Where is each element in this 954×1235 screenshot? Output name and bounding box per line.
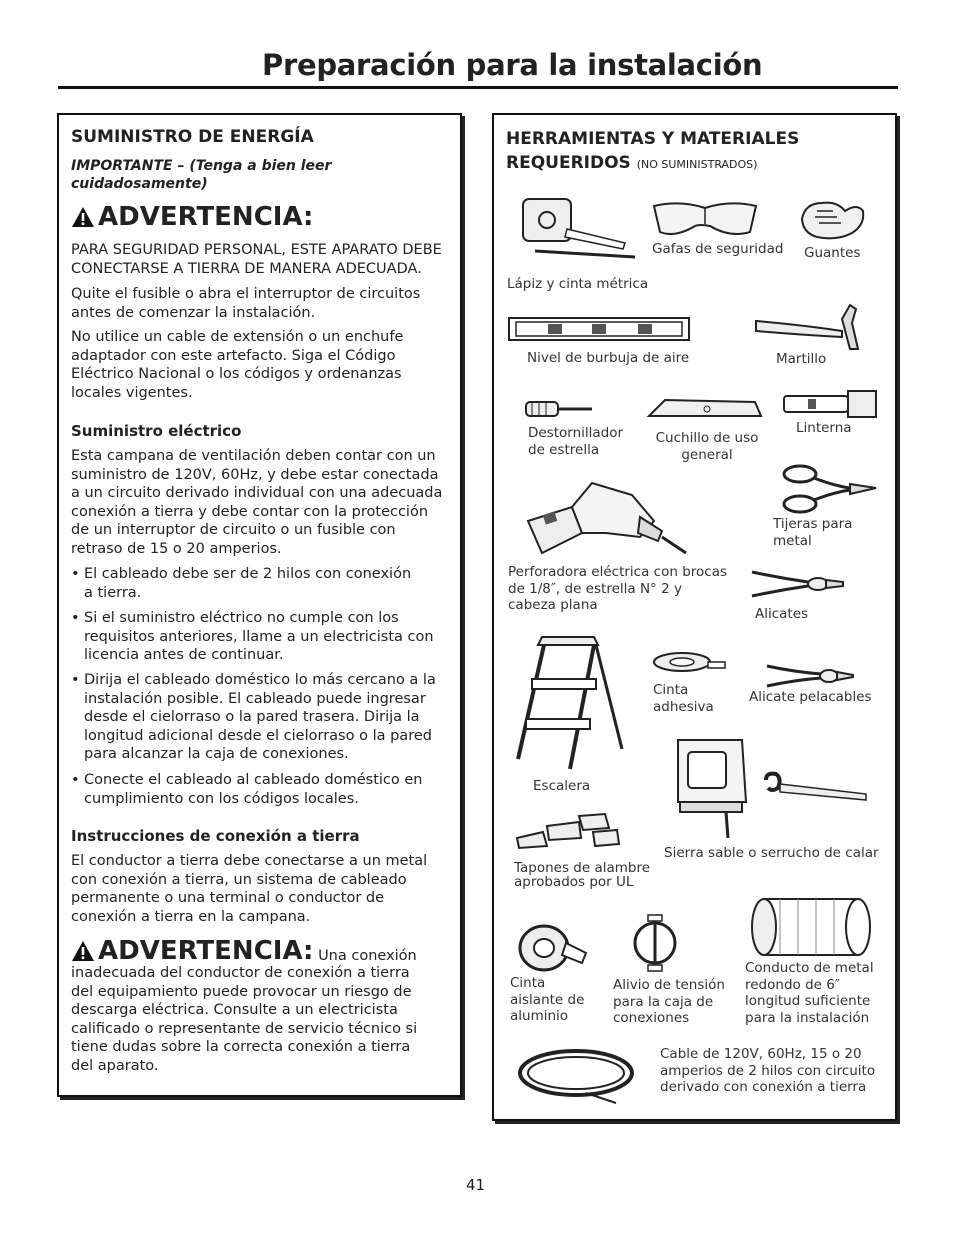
warning-1-title: ADVERTENCIA: [98,202,314,232]
electric-supply-subheading: Suministro eléctrico [71,422,242,440]
tools-heading-note: (NO SUMINISTRADOS) [636,158,758,171]
label-goggles: Gafas de seguridad [652,241,784,257]
warning-2 [71,935,449,966]
page-title: Preparación para la instalación [262,48,763,82]
title-rule [58,86,898,89]
label-pencil-tape: Lápiz y cinta métrica [507,276,649,292]
flashlight-icon [782,389,880,419]
level-icon [508,316,690,342]
fuse-paragraph: Quite el fusible o abra el interruptor de circuitos antes de comenzar la instalación. [71,286,421,321]
power-supply-heading: SUMINISTRO DE ENERGÍA [71,127,314,147]
strain-relief-icon [628,913,683,973]
label-tape: Cinta adhesiva [653,682,714,715]
power-drill-icon [522,473,692,573]
round-duct-icon [750,897,874,957]
label-cable: Cable de 120V, 60Hz, 15 o 20 amperios de 2 hilos con circuito derivado con conexión a tierra [660,1046,876,1095]
foil-tape-icon [516,923,588,973]
bullet-item: • Si el suministro eléctrico no cumple con los requisitos anteriores, llame a un electricista con licencia antes de continuar. [71,610,434,664]
page-number: 41 [466,1176,486,1194]
tools-heading-line1: HERRAMIENTAS Y MATERIALES [506,129,800,149]
label-saw: Sierra sable o serrucho de calar [664,845,879,861]
extension-paragraph: No utilice un cable de extensión o un enchufe adaptador con este artefacto. Siga el Código Eléctrico Nacional o los códigos y ordenanzas locales vigentes. [71,329,404,401]
warning-2-text: inadecuada del conductor de conexión a tierra del equipamiento puede provocar un riesgo de descarga eléctrica. Consulte a un electricista calificado o representante de servicio técnico si tiene dudas sobre la correcta conexión a tierra del aparato. [71,965,418,1074]
label-strippers: Alicate pelacables [749,689,872,705]
label-foil-tape: Cinta aislante de aluminio [510,975,585,1024]
tape-roll-icon [652,650,727,674]
important-note: IMPORTANTE – (Tenga a bien leer cuidadosamente) [71,158,332,192]
warning-2-text-first: Una conexión [318,948,417,964]
hammer-icon [752,303,862,353]
label-wire-nuts: Tapones de alambre aprobados por UL [514,860,651,890]
grounding-paragraph: El conductor a tierra debe conectarse a un metal con conexión a tierra, un sistema de cableado permanente o una terminal o conductor de conexión a tierra en la campana. [71,853,428,925]
bullet-item: • El cableado debe ser de 2 hilos con conexión a tierra. [71,566,412,601]
label-screwdriver: Destornillador de estrella [528,425,624,458]
grounding-subheading: Instrucciones de conexión a tierra [71,827,360,845]
electrical-cable-icon [516,1045,638,1105]
gloves-icon [797,197,867,242]
warning-triangle-icon [71,206,95,228]
label-snips: Tijeras para metal [773,516,853,549]
bullet-item: • Dirija el cableado doméstico lo más cercano a la instalación posible. El cableado puede ingresar desde el cielorraso o la pared trasera. Dirija la longitud adicional desde el cielorraso o la pared para alcanzar la caja de conexiones. [71,672,436,763]
warning-triangle-icon [71,940,95,962]
bullet-item: • Conecte el cableado al cableado doméstico en cumplimiento con los códigos locales. [71,772,423,807]
goggles-icon [650,198,760,243]
label-ladder: Escalera [533,778,591,794]
warning-1-caps: PARA SEGURIDAD PERSONAL, ESTE APARATO DEBE CONECTARSE A TIERRA DE MANERA ADECUADA. [71,242,442,277]
label-level: Nivel de burbuja de aire [527,350,690,366]
label-drill: Perforadora eléctrica con brocas de 1/8″, de estrella N° 2 y cabeza plana [508,564,727,613]
label-flashlight: Linterna [796,420,852,436]
pliers-icon [750,568,845,600]
jigsaw-icon [672,736,752,840]
tin-snips-icon [780,464,878,514]
wire-strippers-icon [765,662,855,690]
label-strain-relief: Alivio de tensión para la caja de conexiones [613,977,725,1026]
label-hammer: Martillo [776,351,827,367]
label-gloves: Guantes [804,245,861,261]
tape-measure-icon [515,193,650,258]
electric-supply-paragraph: Esta campana de ventilación deben contar con un suministro de 120V, 60Hz, y debe estar conectada a un circuito derivado individual con una adecuada conexión a tierra y debe contar con la protección de un interruptor de circuito o un fusible con retraso de 15 o 20 amperios. [71,448,443,557]
label-knife: Cuchillo de uso general [655,430,759,463]
label-pliers: Alicates [755,606,809,622]
warning-2-heading [71,935,314,966]
hand-saw-icon [762,770,868,806]
step-ladder-icon [514,633,624,773]
tools-heading-line2: REQUERIDOS (NO SUMINISTRADOS) [506,153,758,173]
wire-nuts-icon [513,812,621,852]
screwdriver-icon [524,398,599,420]
warning-2-title: ADVERTENCIA: [98,935,314,966]
utility-knife-icon [645,396,765,422]
label-duct: Conducto de metal redondo de 6″ longitud suficiente para la instalación [745,960,874,1026]
warning-1 [71,202,313,232]
